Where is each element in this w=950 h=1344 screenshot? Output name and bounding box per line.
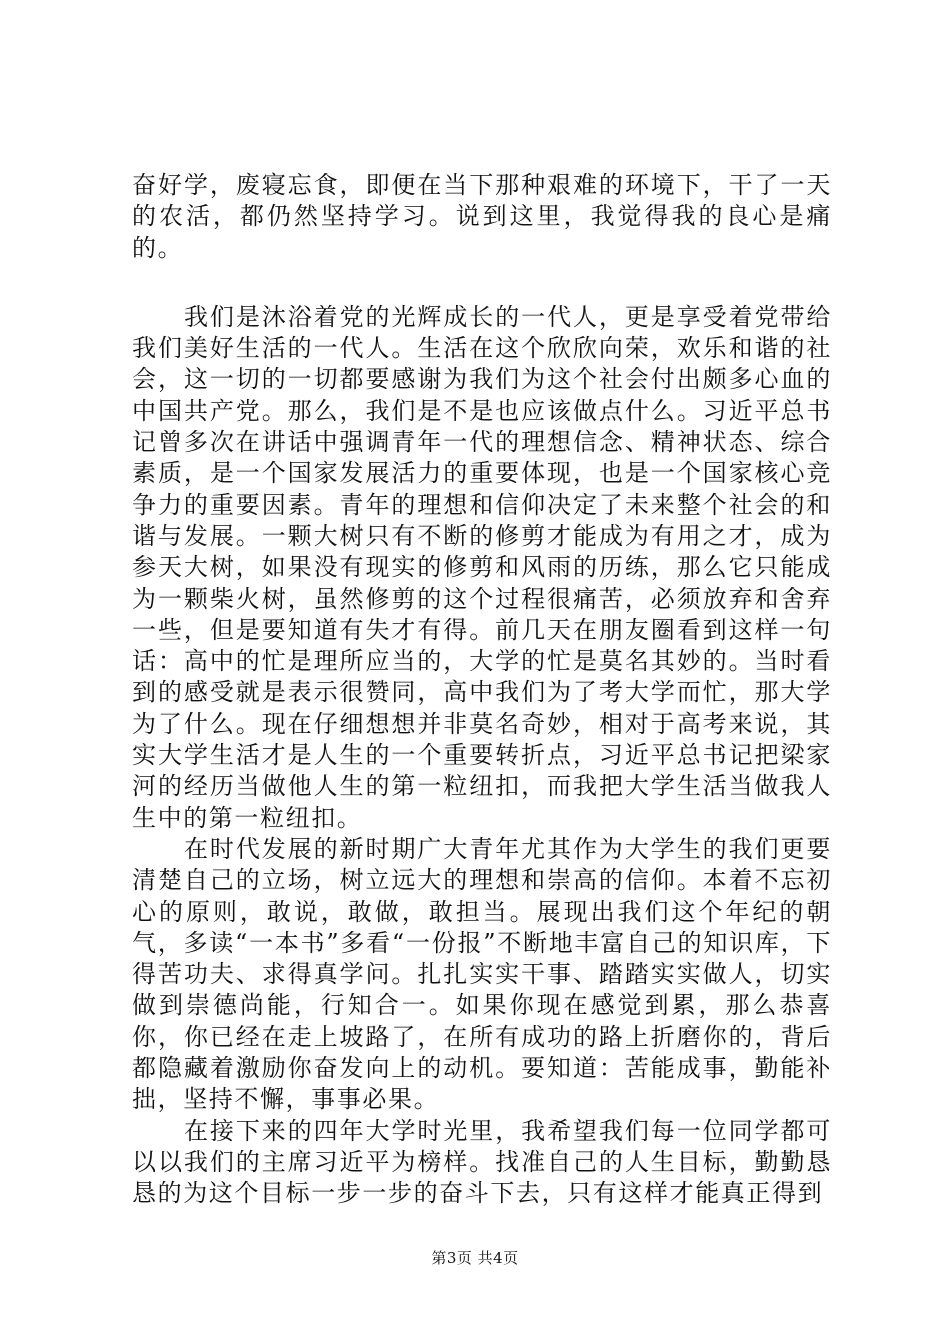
paragraph-new-era-youth: 在时代发展的新时期广大青年尤其作为大学生的我们更要清楚自己的立场，树立远大的理想和崇高的信仰。本着不忘初心的原则，敢说，敢做，敢担当。展现出我们这个年纪的朝气，多读“一本书”多看“一份报”不断地丰富自己的知识库，下得苦功夫、求得真学问。扎扎实实干事、踏踏实实做人，切实做到崇德尚能，行知合一。如果你现在感觉到累，那么恭喜你，你已经在走上坡路了，在所有成功的路上折磨你的，背后都隐藏着激励你奋发向上的动机。要知道：苦能成事，勤能补拙，坚持不懈，事事必果。: [132, 834, 832, 1114]
paragraph-party-generation: 我们是沐浴着党的光辉成长的一代人，更是享受着党带给我们美好生活的一代人。生活在这个欣欣向荣，欢乐和谐的社会，这一切的一切都要感谢为我们为这个社会付出颇多心血的中国共产党。那么，我们是不是也应该做点什么。习近平总书记曾多次在讲话中强调青年一代的理想信念、精神状态、综合素质，是一个国家发展活力的重要体现，也是一个国家核心竞争力的重要因素。青年的理想和信仰决定了未来整个社会的和谐与发展。一颗大树只有不断的修剪才能成为有用之才，成为参天大树，如果没有现实的修剪和风雨的历练，那么它只能成为一颗柴火树，虽然修剪的这个过程很痛苦，必须放弃和舍弃一些，但是要知道有失才有得。前几天在朋友圈看到这样一句话：高中的忙是理所应当的，大学的忙是莫名其妙的。当时看到的感受就是表示很赞同，高中我们为了考大学而忙，那大学为了什么。现在仔细想想并非莫名奇妙，相对于高考来说，其实大学生活才是人生的一个重要转折点，习近平总书记把梁家河的经历当做他人生的第一粒纽扣，而我把大学生活当做我人生中的第一粒纽扣。: [132, 302, 832, 832]
paragraph-four-years: 在接下来的四年大学时光里，我希望我们每一位同学都可以以我们的主席习近平为榜样。找准自己的人生目标，勤勤恳恳的为这个目标一步一步的奋斗下去，只有这样才能真正得到: [132, 1116, 832, 1208]
body-text: [132, 170, 832, 1210]
page-footer: 第3页 共4页: [431, 1249, 519, 1267]
paragraph-continuation: 奋好学，废寝忘食，即便在当下那种艰难的环境下，干了一天的农活，都仍然坚持学习。说到这里，我觉得我的良心是痛的。: [132, 171, 832, 262]
